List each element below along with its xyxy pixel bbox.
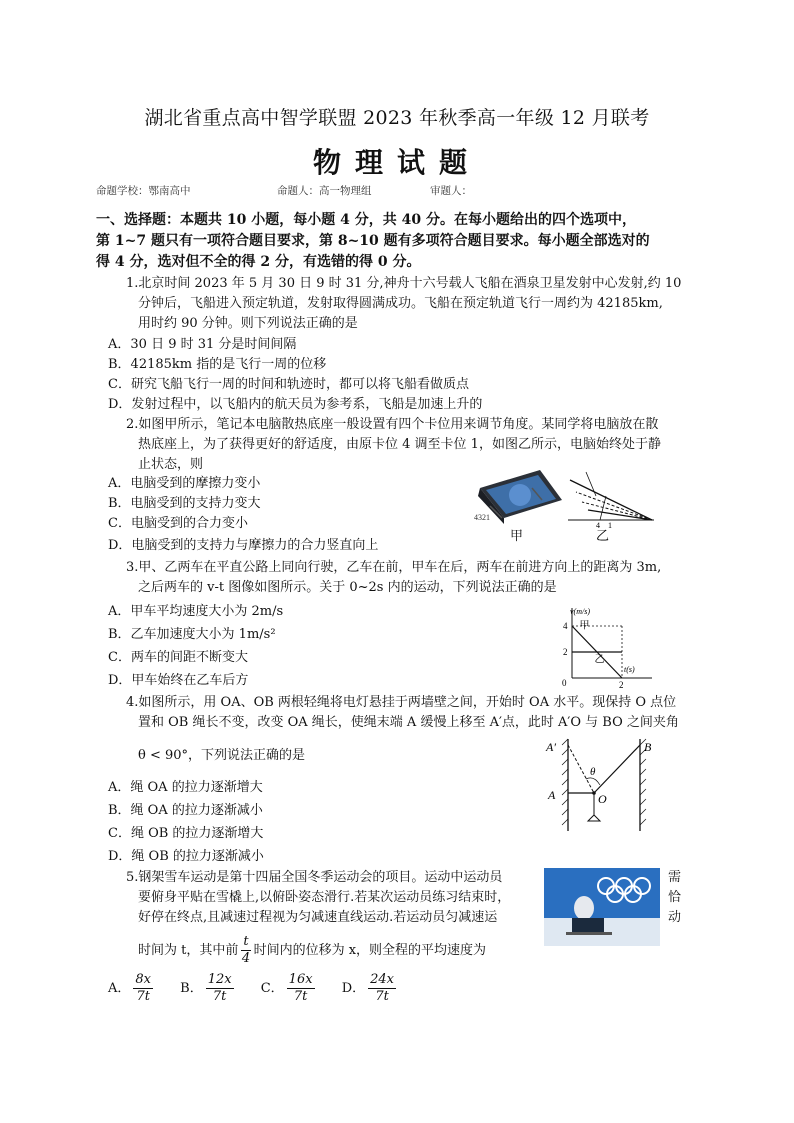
option-label: B． bbox=[180, 981, 203, 996]
tilt-line-2 bbox=[576, 492, 652, 520]
q2-option-c[interactable]: C．电脑受到的合力变小 bbox=[108, 516, 248, 531]
section-instructions bbox=[96, 210, 721, 273]
q2-option-a[interactable]: A．电脑受到的摩擦力变小 bbox=[108, 476, 261, 491]
q5-option-b[interactable] bbox=[180, 972, 236, 1004]
skeleton-athlete-photo bbox=[544, 868, 660, 946]
q5-line-3: 好停在终点,且减速过程视为匀减速直线运动.若运动员匀减速运 bbox=[138, 910, 498, 925]
q5-line-3-tail: 动 bbox=[668, 910, 682, 925]
figure-b-label: 乙 bbox=[596, 528, 610, 542]
fraction-denominator: 7t bbox=[293, 989, 308, 1004]
fraction-t-over-4 bbox=[241, 934, 250, 967]
lamp-walls-figure bbox=[540, 735, 660, 835]
slot-labels: 4321 bbox=[474, 513, 490, 522]
q5-line-2: 要俯身平贴在雪橇上,以俯卧姿态滑行.若某次运动员练习结束时， bbox=[138, 890, 511, 905]
label-b: B bbox=[644, 740, 652, 754]
instruction-line: 得 4 分，选对但不全的得 2 分，有选错的得 0 分。 bbox=[96, 254, 421, 270]
option-fraction bbox=[206, 972, 234, 1005]
label-theta: θ bbox=[590, 766, 596, 778]
q4-option-c[interactable]: C．绳 OB 的拉力逐渐增大 bbox=[108, 826, 264, 841]
q5-line-4 bbox=[138, 934, 486, 967]
q3-option-d[interactable]: D．甲车始终在乙车后方 bbox=[108, 673, 249, 688]
fraction-denominator: 7t bbox=[375, 989, 389, 1004]
stem-line: 置和 OB 绳长不变，改变 OA 绳长，使绳末端 A 缓慢上移至 A′点，此时 A′O 与 BO 之间夹角 bbox=[138, 715, 679, 730]
q3-option-a[interactable]: A．甲车平均速度大小为 2m/s bbox=[108, 604, 284, 619]
q3-option-c[interactable]: C．两车的间距不断变大 bbox=[108, 650, 248, 665]
y-tick-label-2: 2 bbox=[563, 647, 568, 657]
stem-line: 之后两车的 v-t 图像如图所示。关于 0~2s 内的运动，下列说法正确的是 bbox=[138, 580, 557, 595]
label-o: O bbox=[598, 792, 607, 806]
q5-line-4-start: 时间为 t，其中前 bbox=[138, 943, 239, 958]
q4-option-b[interactable]: B．绳 OA 的拉力逐渐减小 bbox=[108, 803, 263, 818]
q5-line-1-tail: 需 bbox=[668, 870, 682, 885]
fraction-denominator: 7t bbox=[136, 989, 150, 1004]
q4-theta-line: θ < 90°，下列说法正确的是 bbox=[138, 748, 306, 763]
fraction-numerator: 12x bbox=[207, 972, 232, 987]
left-wall-hatching bbox=[562, 739, 568, 825]
position-1-label: 1 bbox=[608, 521, 612, 530]
fraction-numerator: t bbox=[243, 934, 249, 949]
sled bbox=[566, 932, 612, 935]
stem-line: 分钟后，飞船进入预定轨道，发射取得圆满成功。飞船在预定轨道飞行一周约为 42185km, bbox=[138, 296, 663, 311]
support-bar bbox=[600, 496, 606, 520]
subject-title: 物理试题 bbox=[312, 146, 481, 179]
origin-label: 0 bbox=[562, 678, 567, 688]
school-label: 命题学校：鄂南高中 bbox=[96, 185, 191, 197]
lamp-icon bbox=[588, 815, 600, 821]
x-tick-label-2: 2 bbox=[619, 680, 624, 690]
y-tick-label-4: 4 bbox=[563, 621, 568, 631]
reviewer-label: 审题人： bbox=[430, 185, 472, 197]
instruction-line: 第 1~7 题只有一项符合题目要求，第 8~10 题有多项符合题目要求。每小题全部选对的 bbox=[96, 233, 650, 249]
laptop-stand-figure bbox=[472, 466, 564, 542]
fraction-numerator: 16x bbox=[288, 972, 313, 987]
question-3-stem bbox=[126, 558, 726, 598]
label-a-prime: A′ bbox=[546, 740, 556, 754]
stem-line: 2.如图甲所示，笔记本电脑散热底座一般设置有四个卡位用来调节角度。某同学将电脑放在散 bbox=[126, 417, 659, 432]
option-fraction bbox=[368, 972, 396, 1005]
series-label-jia: 甲 bbox=[579, 620, 590, 632]
label-a: A bbox=[548, 788, 556, 802]
position-4-label: 4 bbox=[596, 521, 600, 530]
q5-option-a[interactable] bbox=[108, 972, 156, 1004]
q5-options bbox=[108, 972, 399, 1005]
vt-graph bbox=[556, 604, 656, 690]
rope-ob bbox=[594, 745, 640, 793]
stem-line: 热底座上，为了获得更好的舒适度，由原卡位 4 调至卡位 1，如图乙所示，电脑始终处于静 bbox=[138, 437, 661, 452]
option-label: A． bbox=[108, 981, 131, 996]
q4-option-a[interactable]: A．绳 OA 的拉力逐渐增大 bbox=[108, 780, 263, 795]
q1-option-b[interactable]: B．42185km 指的是飞行一周的位移 bbox=[108, 357, 327, 372]
fraction-denominator: 4 bbox=[241, 951, 251, 966]
option-fraction bbox=[287, 972, 315, 1005]
fraction-denominator: 7t bbox=[212, 989, 227, 1004]
stem-line: 3.甲、乙两车在平直公路上同向行驶，乙车在前，甲车在后，两车在前进方向上的距离为 3m, bbox=[126, 560, 662, 575]
x-axis-label: t(s) bbox=[624, 665, 635, 674]
question-4-stem bbox=[126, 693, 726, 733]
instruction-line: 一、选择题：本题共 10 小题，每小题 4 分，共 40 分。在每小题给出的四个选项中， bbox=[96, 212, 636, 228]
q2-option-d[interactable]: D．电脑受到的支持力与摩擦力的合力竖直向上 bbox=[108, 538, 379, 553]
stand-angle-figure bbox=[566, 466, 656, 542]
athlete-body bbox=[572, 918, 604, 932]
athlete-helmet bbox=[574, 896, 594, 920]
fraction-numerator: 8x bbox=[135, 972, 151, 987]
stem-line: 止状态，则 bbox=[138, 457, 204, 472]
q5-line-2-tail: 恰 bbox=[668, 890, 682, 905]
q4-option-d[interactable]: D．绳 OB 的拉力逐渐减小 bbox=[108, 849, 264, 864]
stem-line: 4.如图所示，用 OA、OB 两根轻绳将电灯悬挂于两墙壁之间，开始时 OA 水平。现保持 O 点位 bbox=[126, 695, 677, 710]
q5-line-4-end: 时间内的位移为 x，则全程的平均速度为 bbox=[253, 943, 487, 958]
stem-line: 用时约 90 分钟。则下列说法正确的是 bbox=[138, 316, 358, 331]
option-label: D． bbox=[341, 981, 366, 996]
figure-a-label: 甲 bbox=[510, 528, 524, 542]
q5-line-1: 5.钢架雪车运动是第十四届全国冬季运动会的项目。运动中运动员 bbox=[126, 870, 503, 885]
series-label-yi: 乙 bbox=[594, 654, 605, 666]
question-1-stem bbox=[126, 274, 726, 334]
q1-option-a[interactable]: A．30 日 9 时 31 分是时间间隔 bbox=[108, 337, 297, 352]
knot-o bbox=[592, 791, 596, 795]
q1-option-d[interactable]: D．发射过程中，以飞船内的航天员为参考系，飞船是加速上升的 bbox=[108, 397, 483, 412]
stem-line: 1.北京时间 2023 年 5 月 30 日 9 时 31 分,神舟十六号载人飞船在酒泉卫星发射中心发射,约 10 bbox=[126, 276, 682, 291]
fan-icon bbox=[509, 484, 531, 506]
option-label: C． bbox=[260, 981, 284, 996]
laptop-edge bbox=[586, 472, 596, 496]
q2-option-b[interactable]: B．电脑受到的支持力变大 bbox=[108, 496, 261, 511]
q1-option-c[interactable]: C．研究飞船飞行一周的时间和轨迹时，都可以将飞船看做质点 bbox=[108, 377, 469, 392]
exam-title: 湖北省重点高中智学联盟 2023 年秋季高一年级 12 月联考 bbox=[144, 107, 650, 129]
option-fraction bbox=[133, 972, 153, 1005]
q5-option-c[interactable] bbox=[260, 972, 318, 1004]
author-label: 命题人：高一物理组 bbox=[277, 185, 372, 197]
fraction-numerator: 24x bbox=[370, 972, 394, 987]
y-axis-label: v(m/s) bbox=[570, 607, 590, 616]
q3-option-b[interactable]: B．乙车加速度大小为 1m/s² bbox=[108, 627, 276, 642]
q5-option-d[interactable] bbox=[341, 972, 399, 1004]
